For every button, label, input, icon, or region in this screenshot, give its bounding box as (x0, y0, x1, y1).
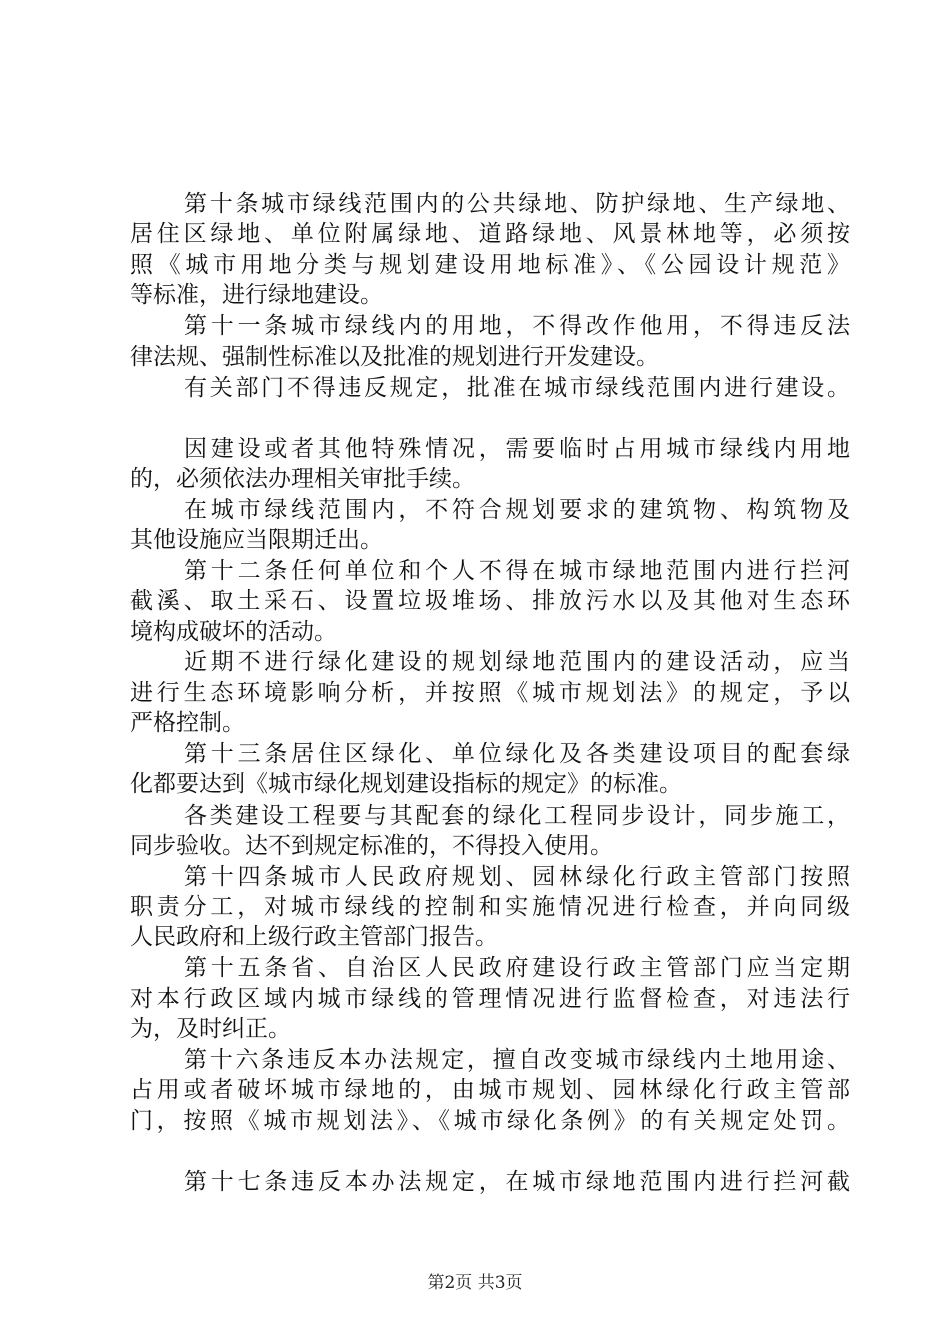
paragraph-line: 第十五条省、自治区人民政府建设行政主管部门应当定期 (184, 955, 850, 981)
paragraph-line: 进行生态环境影响分析，并按照《城市规划法》的规定，予以 (130, 680, 850, 706)
paragraph-line: 律法规、强制性标准以及批准的规划进行开发建设。 (130, 344, 659, 370)
paragraph-line: 近期不进行绿化建设的规划绿地范围内的建设活动，应当 (184, 649, 850, 675)
paragraph-line: 其他设施应当限期迁出。 (130, 527, 383, 553)
paragraph-line: 在城市绿线范围内，不符合规划要求的建筑物、构筑物及 (184, 497, 850, 523)
paragraph-line: 同步验收。达不到规定标准的，不得投入使用。 (130, 833, 613, 859)
paragraph-line: 有关部门不得违反规定，批准在城市绿线范围内进行建设。 (184, 375, 850, 401)
paragraph-line: 的，必须依法办理相关审批手续。 (130, 466, 475, 492)
paragraph-line: 等标准，进行绿地建设。 (130, 282, 383, 308)
paragraph-line: 第十七条违反本办法规定，在城市绿地范围内进行拦河截 (184, 1169, 850, 1195)
paragraph-line: 照《城市用地分类与规划建设用地标准》、《公园设计规范》 (130, 252, 850, 278)
paragraph-line: 因建设或者其他特殊情况，需要临时占用城市绿线内用地 (184, 436, 850, 462)
paragraph-line: 人民政府和上级行政主管部门报告。 (130, 924, 498, 950)
paragraph-line: 为，及时纠正。 (130, 1016, 291, 1042)
paragraph-line: 对本行政区域内城市绿线的管理情况进行监督检查，对违法行 (130, 986, 850, 1012)
paragraph-line: 境构成破坏的活动。 (130, 619, 337, 645)
paragraph-line: 第十二条任何单位和个人不得在城市绿地范围内进行拦河 (184, 558, 850, 584)
paragraph-line: 化都要达到《城市绿化规划建设指标的规定》的标准。 (130, 771, 682, 797)
paragraph-line: 职责分工，对城市绿线的控制和实施情况进行检查，并向同级 (130, 894, 850, 920)
paragraph-line: 各类建设工程要与其配套的绿化工程同步设计，同步施工， (184, 803, 850, 829)
paragraph-line: 严格控制。 (130, 710, 245, 736)
paragraph-line: 居住区绿地、单位附属绿地、道路绿地、风景林地等，必须按 (130, 221, 850, 247)
paragraph-line: 占用或者破坏城市绿地的，由城市规划、园林绿化行政主管部 (130, 1077, 850, 1103)
paragraph-line: 第十六条违反本办法规定，擅自改变城市绿线内土地用途、 (184, 1047, 850, 1073)
page-footer: 第2页 共3页 (427, 1273, 523, 1293)
paragraph-line: 门，按照《城市规划法》、《城市绿化条例》的有关规定处罚。 (130, 1108, 850, 1134)
paragraph-line: 第十条城市绿线范围内的公共绿地、防护绿地、生产绿地、 (184, 191, 850, 217)
paragraph-line: 第十一条城市绿线内的用地，不得改作他用，不得违反法 (184, 313, 850, 339)
paragraph-line: 第十三条居住区绿化、单位绿化及各类建设项目的配套绿 (184, 741, 850, 767)
paragraph-line: 截溪、取土采石、设置垃圾堆场、排放污水以及其他对生态环 (130, 588, 850, 614)
paragraph-line: 第十四条城市人民政府规划、园林绿化行政主管部门按照 (184, 864, 850, 890)
